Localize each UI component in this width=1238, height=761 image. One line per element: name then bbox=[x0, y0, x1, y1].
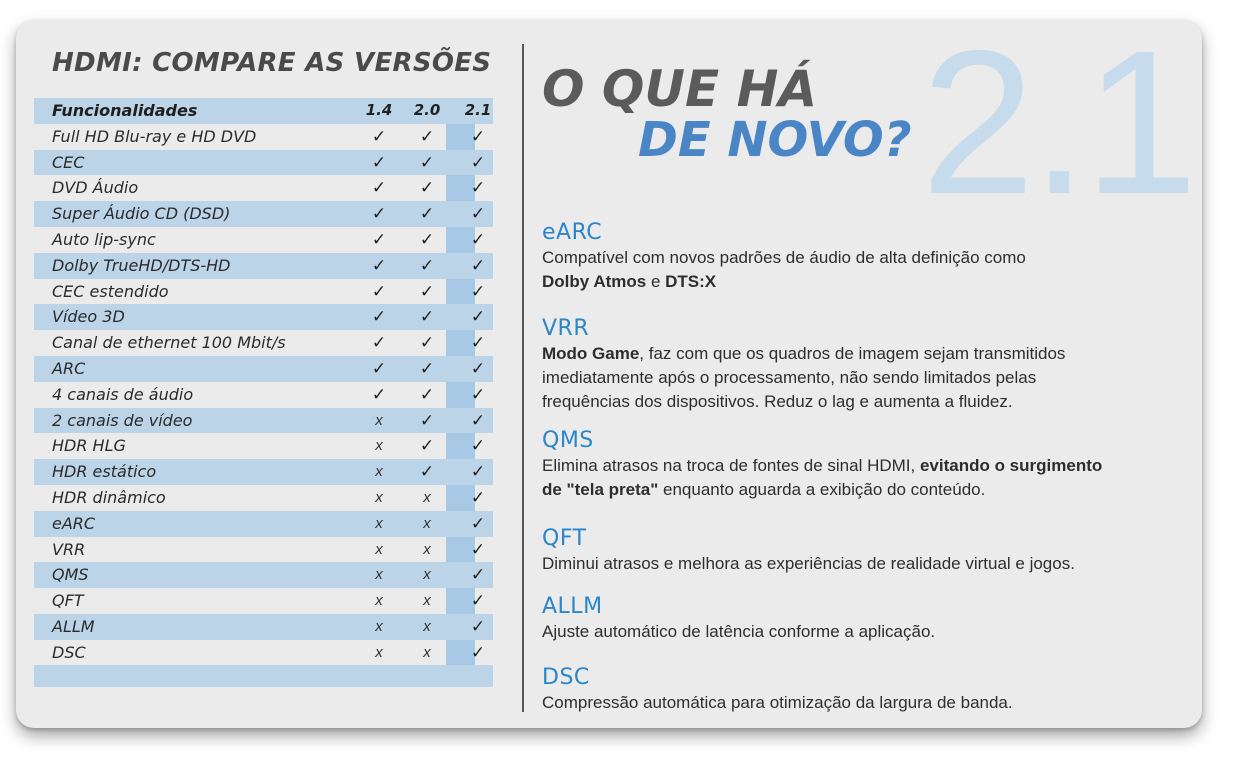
table-row bbox=[34, 279, 493, 305]
table-row bbox=[34, 201, 493, 227]
table-row bbox=[34, 330, 493, 356]
x-icon: x bbox=[423, 514, 431, 532]
bold-text: Modo Game bbox=[542, 344, 640, 363]
table-row bbox=[34, 150, 493, 176]
comparison-table bbox=[34, 98, 493, 666]
bold-text: DTS:X bbox=[665, 272, 717, 291]
check-icon: ✓ bbox=[419, 126, 435, 146]
feature-label: CEC bbox=[52, 152, 85, 172]
table-row bbox=[34, 588, 493, 614]
check-icon: ✓ bbox=[371, 255, 387, 275]
table-row bbox=[34, 485, 493, 511]
x-icon: x bbox=[423, 643, 431, 661]
feature-label: DSC bbox=[52, 642, 86, 662]
check-icon: ✓ bbox=[470, 462, 486, 482]
table-row bbox=[34, 459, 493, 485]
check-icon: ✓ bbox=[371, 384, 387, 404]
check-icon: ✓ bbox=[419, 462, 435, 482]
table-row bbox=[34, 253, 493, 279]
table-row bbox=[34, 537, 493, 563]
feature-label: CEC estendido bbox=[52, 281, 169, 301]
table-row bbox=[34, 433, 493, 459]
table-header-row bbox=[34, 98, 493, 124]
x-icon: x bbox=[423, 540, 431, 558]
feature-label: Auto lip-sync bbox=[52, 229, 156, 249]
feature-label: Super Áudio CD (DSD) bbox=[52, 204, 231, 224]
check-icon: ✓ bbox=[371, 178, 387, 198]
x-icon: x bbox=[423, 617, 431, 635]
feature-title: VRR bbox=[542, 316, 590, 341]
feature-label: Vídeo 3D bbox=[52, 307, 125, 327]
x-icon: x bbox=[375, 643, 383, 661]
feature-allm bbox=[542, 594, 1192, 644]
heading-line-2: DE NOVO? bbox=[638, 112, 912, 168]
check-icon: ✓ bbox=[419, 358, 435, 378]
check-icon: ✓ bbox=[419, 436, 435, 456]
x-icon: x bbox=[375, 437, 383, 455]
feature-title: DSC bbox=[542, 665, 590, 690]
heading-line-1: O QUE HÁ bbox=[542, 60, 818, 118]
feature-title: QMS bbox=[542, 428, 594, 453]
header-v20: 2.0 bbox=[413, 101, 441, 119]
feature-description bbox=[542, 246, 1192, 294]
feature-label: HDR dinâmico bbox=[52, 487, 166, 507]
check-icon: ✓ bbox=[470, 384, 486, 404]
feature-label: VRR bbox=[52, 539, 86, 559]
text: Elimina atrasos na troca de fontes de sinal HDMI, bbox=[542, 456, 920, 475]
feature-label: ARC bbox=[52, 358, 86, 378]
x-icon: x bbox=[375, 617, 383, 635]
feature-label: Dolby TrueHD/DTS-HD bbox=[52, 255, 231, 275]
check-icon: ✓ bbox=[371, 204, 387, 224]
check-icon: ✓ bbox=[419, 204, 435, 224]
vertical-divider bbox=[522, 44, 524, 712]
table-title: HDMI: COMPARE AS VERSÕES bbox=[52, 48, 492, 78]
feature-label: 2 canais de vídeo bbox=[52, 410, 193, 430]
check-icon: ✓ bbox=[470, 204, 486, 224]
check-icon: ✓ bbox=[419, 384, 435, 404]
check-icon: ✓ bbox=[470, 281, 486, 301]
check-icon: ✓ bbox=[470, 333, 486, 353]
table-row bbox=[34, 304, 493, 330]
header-features: Funcionalidades bbox=[52, 101, 198, 120]
feature-label: 4 canais de áudio bbox=[52, 384, 194, 404]
feature-title: eARC bbox=[542, 220, 603, 245]
text: enquanto aguarda a exibição do conteúdo. bbox=[658, 480, 986, 499]
check-icon: ✓ bbox=[470, 487, 486, 507]
feature-label: eARC bbox=[52, 513, 96, 533]
check-icon: ✓ bbox=[371, 358, 387, 378]
check-icon: ✓ bbox=[470, 307, 486, 327]
x-icon: x bbox=[423, 566, 431, 584]
check-icon: ✓ bbox=[470, 565, 486, 585]
feature-description bbox=[542, 342, 1192, 414]
feature-label: Full HD Blu-ray e HD DVD bbox=[52, 126, 257, 146]
text: Ajuste automático de latência conforme a aplicação. bbox=[542, 622, 936, 641]
feature-label: ALLM bbox=[52, 616, 95, 636]
check-icon: ✓ bbox=[470, 642, 486, 662]
x-icon: x bbox=[423, 592, 431, 610]
bold-text: de "tela preta" bbox=[542, 480, 659, 499]
table-footer-row bbox=[34, 665, 493, 687]
text: , faz com que os quadros de imagem sejam transmitidos bbox=[639, 344, 1066, 363]
text: Diminui atrasos e melhora as experiências de realidade virtual e jogos. bbox=[542, 554, 1075, 573]
feature-qms bbox=[542, 428, 1192, 502]
check-icon: ✓ bbox=[419, 410, 435, 430]
x-icon: x bbox=[423, 488, 431, 506]
check-icon: ✓ bbox=[371, 126, 387, 146]
table-row bbox=[34, 511, 493, 537]
text: frequências dos dispositivos. Reduz o lag e aumenta a fluidez. bbox=[542, 392, 1013, 411]
table-row bbox=[34, 227, 493, 253]
feature-qft bbox=[542, 526, 1192, 576]
check-icon: ✓ bbox=[371, 229, 387, 249]
feature-earc bbox=[542, 220, 1192, 294]
feature-description bbox=[542, 691, 1192, 715]
feature-description bbox=[542, 552, 1192, 576]
check-icon: ✓ bbox=[470, 255, 486, 275]
check-icon: ✓ bbox=[470, 126, 486, 146]
check-icon: ✓ bbox=[419, 333, 435, 353]
table-row bbox=[34, 175, 493, 201]
feature-label: HDR HLG bbox=[52, 436, 126, 456]
feature-description bbox=[542, 620, 1192, 644]
check-icon: ✓ bbox=[470, 513, 486, 533]
text: Compatível com novos padrões de áudio de alta definição como bbox=[542, 248, 1026, 267]
feature-vrr bbox=[542, 316, 1192, 414]
table-row bbox=[34, 382, 493, 408]
bold-text: evitando o surgimento bbox=[919, 456, 1103, 475]
bold-text: Dolby Atmos bbox=[542, 272, 647, 291]
check-icon: ✓ bbox=[419, 178, 435, 198]
check-icon: ✓ bbox=[371, 152, 387, 172]
x-icon: x bbox=[375, 566, 383, 584]
x-icon: x bbox=[375, 592, 383, 610]
check-icon: ✓ bbox=[470, 229, 486, 249]
check-icon: ✓ bbox=[470, 178, 486, 198]
header-v14: 1.4 bbox=[365, 101, 393, 119]
feature-label: Canal de ethernet 100 Mbit/s bbox=[52, 333, 286, 353]
check-icon: ✓ bbox=[470, 539, 486, 559]
check-icon: ✓ bbox=[419, 281, 435, 301]
x-icon: x bbox=[375, 540, 383, 558]
check-icon: ✓ bbox=[470, 358, 486, 378]
table-row bbox=[34, 356, 493, 382]
table-row bbox=[34, 640, 493, 666]
check-icon: ✓ bbox=[371, 281, 387, 301]
table-row bbox=[34, 124, 493, 150]
feature-label: DVD Áudio bbox=[52, 178, 139, 198]
check-icon: ✓ bbox=[419, 307, 435, 327]
check-icon: ✓ bbox=[419, 255, 435, 275]
text: e bbox=[646, 272, 666, 291]
big-version-number: 2.1 bbox=[921, 20, 1194, 237]
table-row bbox=[34, 562, 493, 588]
check-icon: ✓ bbox=[470, 616, 486, 636]
feature-title: QFT bbox=[542, 526, 587, 551]
x-icon: x bbox=[375, 463, 383, 481]
check-icon: ✓ bbox=[470, 152, 486, 172]
text: Compressão automática para otimização da largura de banda. bbox=[542, 693, 1013, 712]
header-v21: 2.1 bbox=[464, 101, 492, 119]
check-icon: ✓ bbox=[371, 307, 387, 327]
feature-dsc bbox=[542, 665, 1192, 715]
feature-label: QFT bbox=[52, 591, 84, 611]
x-icon: x bbox=[375, 514, 383, 532]
feature-label: HDR estático bbox=[52, 462, 157, 482]
x-icon: x bbox=[375, 411, 383, 429]
feature-description bbox=[542, 454, 1192, 502]
check-icon: ✓ bbox=[419, 152, 435, 172]
check-icon: ✓ bbox=[470, 436, 486, 456]
check-icon: ✓ bbox=[470, 410, 486, 430]
check-icon: ✓ bbox=[470, 591, 486, 611]
x-icon: x bbox=[375, 488, 383, 506]
feature-title: ALLM bbox=[542, 594, 603, 619]
table-row bbox=[34, 614, 493, 640]
text: imediatamente após o processamento, não sendo limitados pelas bbox=[542, 368, 1037, 387]
check-icon: ✓ bbox=[419, 229, 435, 249]
check-icon: ✓ bbox=[371, 333, 387, 353]
infographic-card bbox=[16, 20, 1202, 728]
table-row bbox=[34, 408, 493, 434]
feature-label: QMS bbox=[52, 565, 89, 585]
